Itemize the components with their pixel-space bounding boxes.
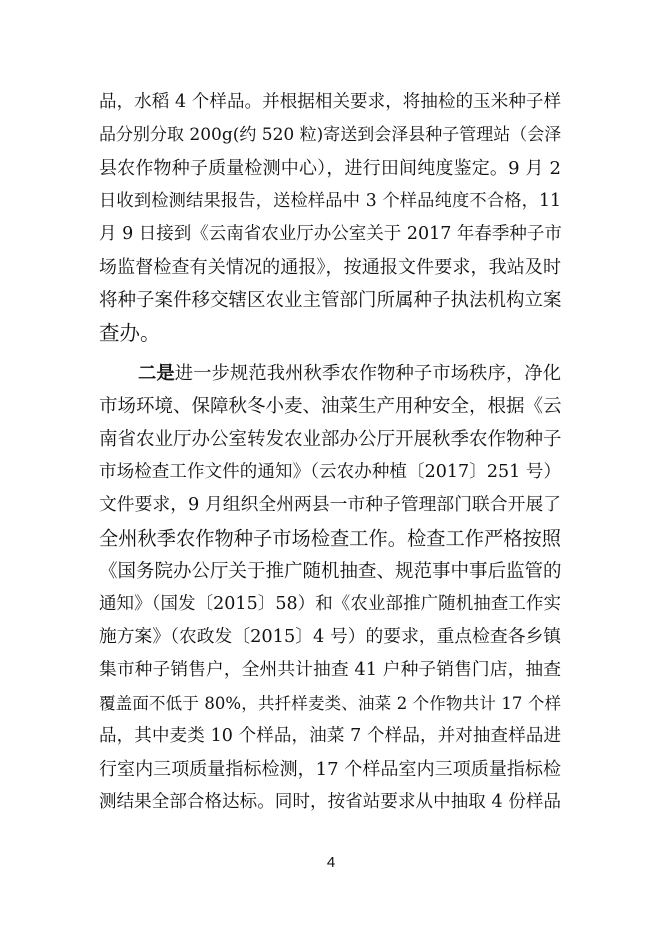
text-line: 施方案》（农政发〔2015〕4 号）的要求，重点检查各乡镇 [99, 627, 561, 647]
text-line: 月 9 日接到《云南省农业厅办公室关于 2017 年春季种子市 [99, 224, 562, 244]
text-line: 场监督检查有关情况的通报》，按通报文件要求，我站及时 [99, 257, 561, 278]
text-line: 测结果全部合格达标。同时，按省站要求从中抽取 4 份样品 [99, 792, 561, 812]
paragraph-first-line-text: 进一步规范我州秋季农作物种子市场秩序，净化 [174, 363, 562, 384]
text-line: 全州秋季农作物种子市场检查工作。检查工作严格按照 [99, 527, 561, 550]
text-line: 市场环境、保障秋冬小麦、油菜生产用种安全，根据《云 [99, 396, 562, 417]
text-line: 通知》（国发〔2015〕58）和《农业部推广随机抽查工作实 [99, 594, 561, 614]
text-line: 日收到检测结果报告，送检样品中 3 个样品纯度不合格，11 [99, 191, 561, 211]
text-line: 品，水稻 4 个样品。并根据相关要求，将抽检的玉米种子样 [99, 92, 561, 112]
paragraph-first-line [138, 357, 561, 390]
text-line: 《国务院办公厅关于推广随机抽查、规范事中事后监管的 [99, 561, 562, 582]
text-line: 集市种子销售户，全州共计抽查 41 户种子销售门店，抽查 [99, 660, 561, 680]
text-line: 文件要求，9 月组织全州两县一市种子管理部门联合开展了 [99, 495, 561, 515]
text-line: 行室内三项质量指标检测，17 个样品室内三项质量指标检 [99, 759, 561, 780]
text-line: 查办。 [99, 321, 161, 345]
page-number: 4 [326, 854, 336, 871]
text-line: 品分别分取 200g(约 520 粒)寄送到会泽县种子管理站（会泽 [99, 125, 562, 145]
text-line: 市场检查工作文件的通知》（云农办种植〔2017〕251 号） [99, 462, 561, 482]
text-line: 覆盖面不低于 80%，共扦样麦类、油菜 2 个作物共计 17 个样 [99, 694, 561, 713]
paragraph-lead: 二是 [138, 363, 175, 384]
text-line: 将种子案件移交辖区农业主管部门所属种子执法机构立案 [99, 290, 562, 311]
text-line: 品，其中麦类 10 个样品，油菜 7 个样品，并对抽查样品进 [99, 726, 561, 746]
text-line: 县农作物种子质量检测中心），进行田间纯度鉴定。9 月 2 [99, 158, 561, 179]
text-line: 南省农业厅办公室转发农业部办公厅开展秋季农作物种子 [99, 429, 562, 450]
